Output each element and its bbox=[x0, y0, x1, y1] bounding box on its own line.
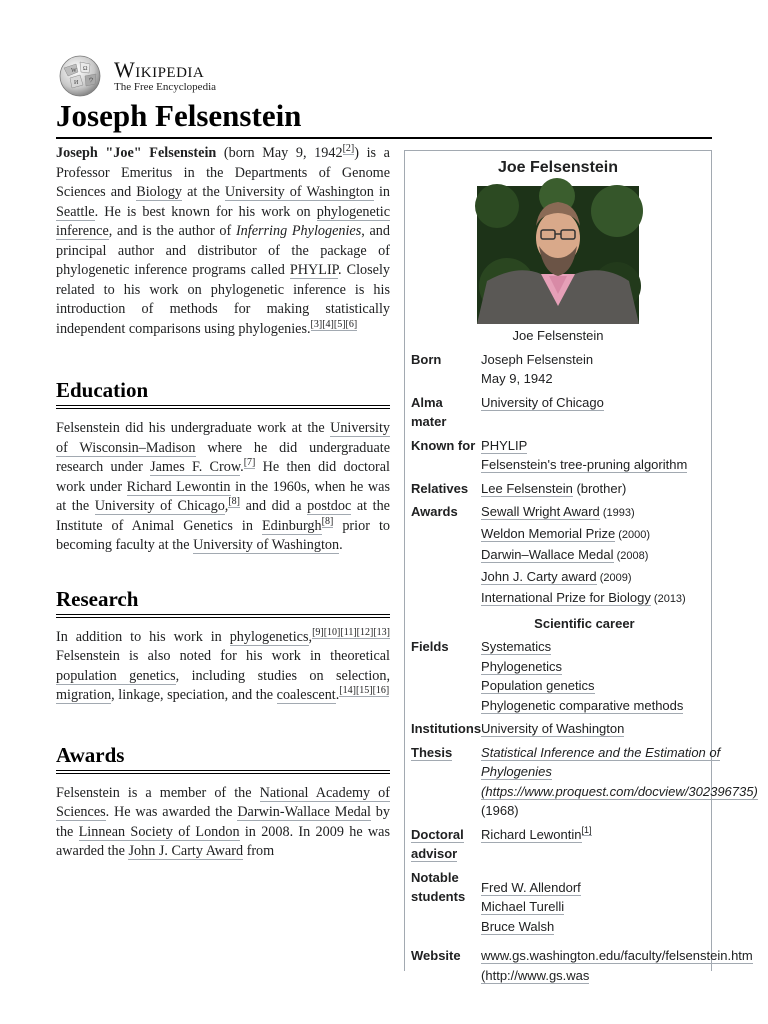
svg-text:W: W bbox=[71, 68, 77, 74]
text: in 2008. In 2009 he was awarded the bbox=[56, 823, 390, 859]
svg-text:И: И bbox=[74, 80, 79, 86]
link-postdoc[interactable]: postdoc bbox=[307, 498, 352, 514]
row-institutions bbox=[411, 717, 758, 741]
book-title: Inferring Phylogenies bbox=[235, 223, 362, 239]
row-known-for bbox=[411, 434, 758, 477]
text: . He is best known for his work on bbox=[94, 203, 317, 220]
text: (born May 9, 1942 bbox=[216, 145, 343, 161]
row-relatives bbox=[411, 477, 758, 501]
link-university-of-chicago[interactable]: University of Chicago bbox=[94, 498, 225, 514]
link-thesis[interactable]: Statistical Inference and the Estimation of Phylogenies (https://www.proquest.com/docview/302396735) bbox=[481, 744, 758, 799]
section-heading-education: Education bbox=[56, 377, 390, 409]
intro-paragraph bbox=[56, 144, 390, 339]
text: ) is a Professor Emeritus in the Departments of Genome Sciences and bbox=[56, 145, 390, 200]
page-title: Joseph Felsenstein bbox=[56, 98, 302, 133]
ref[interactable] bbox=[228, 496, 240, 508]
label-notable-students: Notable students bbox=[411, 869, 466, 904]
award-year: (2009) bbox=[596, 571, 632, 584]
text: . bbox=[339, 537, 343, 553]
text: , bbox=[308, 628, 313, 645]
link-university-of-washington[interactable]: University of Washington bbox=[193, 537, 340, 553]
label-awards: Awards bbox=[411, 504, 458, 519]
award-year: (1993) bbox=[599, 507, 635, 519]
wordmark bbox=[114, 56, 217, 94]
education-paragraph bbox=[56, 419, 390, 556]
link-award[interactable]: International Prize for Biology bbox=[481, 590, 651, 605]
link-alma-mater[interactable]: University of Chicago bbox=[481, 394, 604, 410]
row-doctoral-advisor bbox=[411, 823, 758, 866]
label-relatives: Relatives bbox=[411, 480, 469, 496]
text: Felsenstein is also noted for his work in theoretical bbox=[56, 648, 390, 664]
text: In addition to his work in bbox=[56, 628, 230, 645]
text: He then did doctoral work under bbox=[56, 459, 390, 495]
ref-link[interactable]: [7] bbox=[243, 457, 256, 469]
link-website[interactable]: www.gs.washington.edu/faculty/felsenstein.htm (http://www.gs.was bbox=[481, 948, 753, 983]
link-field[interactable]: Systematics bbox=[481, 639, 552, 654]
row-thesis bbox=[411, 741, 758, 823]
label-website: Website bbox=[411, 948, 461, 963]
link-award[interactable]: Sewall Wright Award bbox=[481, 504, 600, 519]
ref[interactable] bbox=[343, 143, 355, 155]
ref[interactable] bbox=[582, 825, 592, 836]
text: in the 1960s, when he was at the bbox=[56, 478, 390, 514]
link-linnean-society[interactable]: Linnean Society of London bbox=[78, 823, 240, 840]
label-fields: Fields bbox=[411, 639, 449, 654]
wordmark-tagline: The Free Encyclopedia bbox=[114, 80, 217, 93]
infobox-table bbox=[411, 348, 758, 988]
text: at the bbox=[182, 184, 225, 200]
label-born: Born bbox=[411, 351, 442, 367]
text: , bbox=[224, 498, 229, 514]
portrait-photo[interactable] bbox=[477, 186, 639, 324]
link-university-of-washington[interactable]: University of Washington bbox=[224, 184, 374, 200]
value-born bbox=[481, 348, 758, 391]
text: , and is the author of bbox=[108, 223, 236, 239]
text: Felsenstein did his undergraduate work at the bbox=[56, 420, 331, 436]
text: . He was awarded the bbox=[105, 804, 238, 820]
row-born bbox=[411, 348, 758, 391]
text: . bbox=[240, 459, 244, 475]
photo-caption: Joe Felsenstein bbox=[512, 328, 604, 343]
ref[interactable] bbox=[244, 457, 256, 469]
row-website bbox=[411, 938, 758, 987]
label-thesis[interactable]: Thesis bbox=[411, 744, 453, 760]
row-awards bbox=[411, 500, 758, 612]
award-year: (2000) bbox=[615, 528, 651, 541]
thesis-year: (1968) bbox=[481, 803, 519, 818]
text: Felsenstein is a member of the bbox=[56, 784, 260, 801]
text: where he did undergraduate research under bbox=[56, 439, 390, 475]
row-career-heading bbox=[411, 612, 758, 636]
row-alma-mater bbox=[411, 391, 758, 434]
link-award[interactable]: Weldon Memorial Prize bbox=[481, 525, 616, 541]
link-john-j-carty-award[interactable]: John J. Carty Award bbox=[128, 843, 244, 859]
ref-link[interactable]: [14][15][16] bbox=[339, 685, 390, 697]
text: by the bbox=[56, 804, 390, 840]
infobox bbox=[404, 150, 758, 983]
ref-link[interactable]: [1] bbox=[581, 825, 592, 836]
subject-name: Joseph "Joe" Felsenstein bbox=[56, 145, 217, 161]
link-edinburgh[interactable]: Edinburgh bbox=[261, 517, 322, 534]
award-year: (2013) bbox=[650, 593, 686, 605]
research-paragraph bbox=[56, 628, 390, 706]
relatives-note: (brother) bbox=[572, 480, 627, 496]
link-biology[interactable]: Biology bbox=[136, 184, 183, 200]
link-lee-felsenstein[interactable]: Lee Felsenstein bbox=[481, 480, 573, 496]
infobox-title: Joe Felsenstein bbox=[497, 159, 619, 176]
title-divider bbox=[56, 137, 712, 139]
text: . Closely related to his work on phylogenetic inference is his introduction of methods for making statistically independent comparisons using phylogenies. bbox=[56, 262, 390, 337]
link-student[interactable]: Fred W. Allendorf bbox=[481, 879, 581, 895]
label-institutions: Institutions bbox=[411, 721, 482, 736]
refs[interactable] bbox=[339, 685, 389, 697]
row-fields bbox=[411, 635, 758, 717]
ref-link[interactable]: [8] bbox=[321, 515, 334, 527]
scientific-career-heading: Scientific career bbox=[534, 615, 635, 631]
awards-paragraph bbox=[56, 784, 390, 862]
link-phylogenetic-inference[interactable]: phylogenetic inference bbox=[56, 203, 390, 239]
link-award[interactable]: John J. Carty award bbox=[481, 568, 597, 584]
ref-link[interactable]: [2] bbox=[342, 143, 355, 155]
born-name: Joseph Felsenstein bbox=[481, 351, 594, 367]
label-known-for: Known for bbox=[411, 437, 476, 453]
link-coalescent[interactable]: coalescent bbox=[276, 687, 336, 703]
article-body bbox=[56, 144, 390, 862]
link-national-academy-of-sciences[interactable]: National Academy of Sciences bbox=[56, 784, 391, 820]
wikipedia-logo[interactable] bbox=[56, 54, 216, 98]
link-field[interactable]: Phylogenetic comparative methods bbox=[481, 697, 684, 713]
section-heading-research: Research bbox=[56, 586, 390, 618]
link-population-genetics[interactable]: population genetics bbox=[56, 667, 176, 684]
link-student[interactable]: Michael Turelli bbox=[481, 899, 565, 914]
article-page bbox=[56, 0, 758, 1024]
ref-link[interactable]: [8] bbox=[228, 496, 241, 508]
link-seattle[interactable]: Seattle bbox=[56, 203, 95, 220]
ref-link[interactable]: [9][10][11][12][13] bbox=[312, 626, 390, 638]
award-year: (2008) bbox=[613, 550, 649, 562]
svg-text:Ω: Ω bbox=[83, 66, 88, 72]
text: and did a bbox=[240, 498, 308, 514]
link-student[interactable]: Bruce Walsh bbox=[481, 918, 555, 934]
text: at the Institute of Animal Genetics in bbox=[56, 498, 390, 534]
link-phylip[interactable]: PHYLIP bbox=[481, 437, 528, 453]
born-date: May 9, 1942 bbox=[481, 371, 553, 386]
link-richard-lewontin[interactable]: Richard Lewontin bbox=[481, 826, 582, 842]
link-award[interactable]: Darwin–Wallace Medal bbox=[481, 547, 614, 562]
text: in bbox=[373, 184, 390, 200]
ref[interactable] bbox=[322, 516, 334, 528]
link-uw-madison[interactable]: University of Wisconsin–Madison bbox=[56, 420, 390, 456]
link-institution[interactable]: University of Washington bbox=[481, 721, 625, 736]
link-tree-pruning-algorithm[interactable]: Felsenstein's tree-pruning algorithm bbox=[481, 457, 688, 472]
link-phylogenetics[interactable]: phylogenetics bbox=[229, 628, 309, 645]
link-field[interactable]: Population genetics bbox=[481, 678, 595, 693]
svg-text:ウ: ウ bbox=[88, 78, 95, 84]
text: , linkage, speciation, and the bbox=[111, 687, 277, 703]
label-doctoral-advisor[interactable]: Doctoral advisor bbox=[411, 826, 464, 861]
label-alma-mater: Alma mater bbox=[411, 394, 447, 429]
link-james-crow[interactable]: James F. Crow bbox=[150, 459, 241, 475]
refs[interactable] bbox=[312, 627, 390, 639]
section-heading-awards: Awards bbox=[56, 742, 390, 774]
link-field[interactable]: Phylogenetics bbox=[481, 658, 562, 674]
text: prior to becoming faculty at the bbox=[56, 517, 390, 553]
text: from bbox=[243, 843, 275, 859]
link-darwin-wallace-medal[interactable]: Darwin-Wallace Medal bbox=[237, 804, 371, 820]
wordmark-title: Wikipedia bbox=[114, 56, 205, 82]
link-migration[interactable]: migration bbox=[56, 687, 112, 703]
text: . bbox=[335, 687, 340, 703]
text: , and principal author and distributor of the package of phylogenetic inference programs called bbox=[56, 223, 390, 278]
row-notable-students bbox=[411, 866, 758, 939]
wikipedia-globe-icon bbox=[56, 54, 104, 98]
refs[interactable] bbox=[311, 319, 358, 331]
link-phylip[interactable]: PHYLIP bbox=[289, 262, 338, 278]
ref-link[interactable]: [3][4][5][6] bbox=[310, 318, 358, 330]
text: , including studies on selection, bbox=[175, 667, 390, 684]
link-richard-lewontin[interactable]: Richard Lewontin bbox=[126, 478, 231, 495]
